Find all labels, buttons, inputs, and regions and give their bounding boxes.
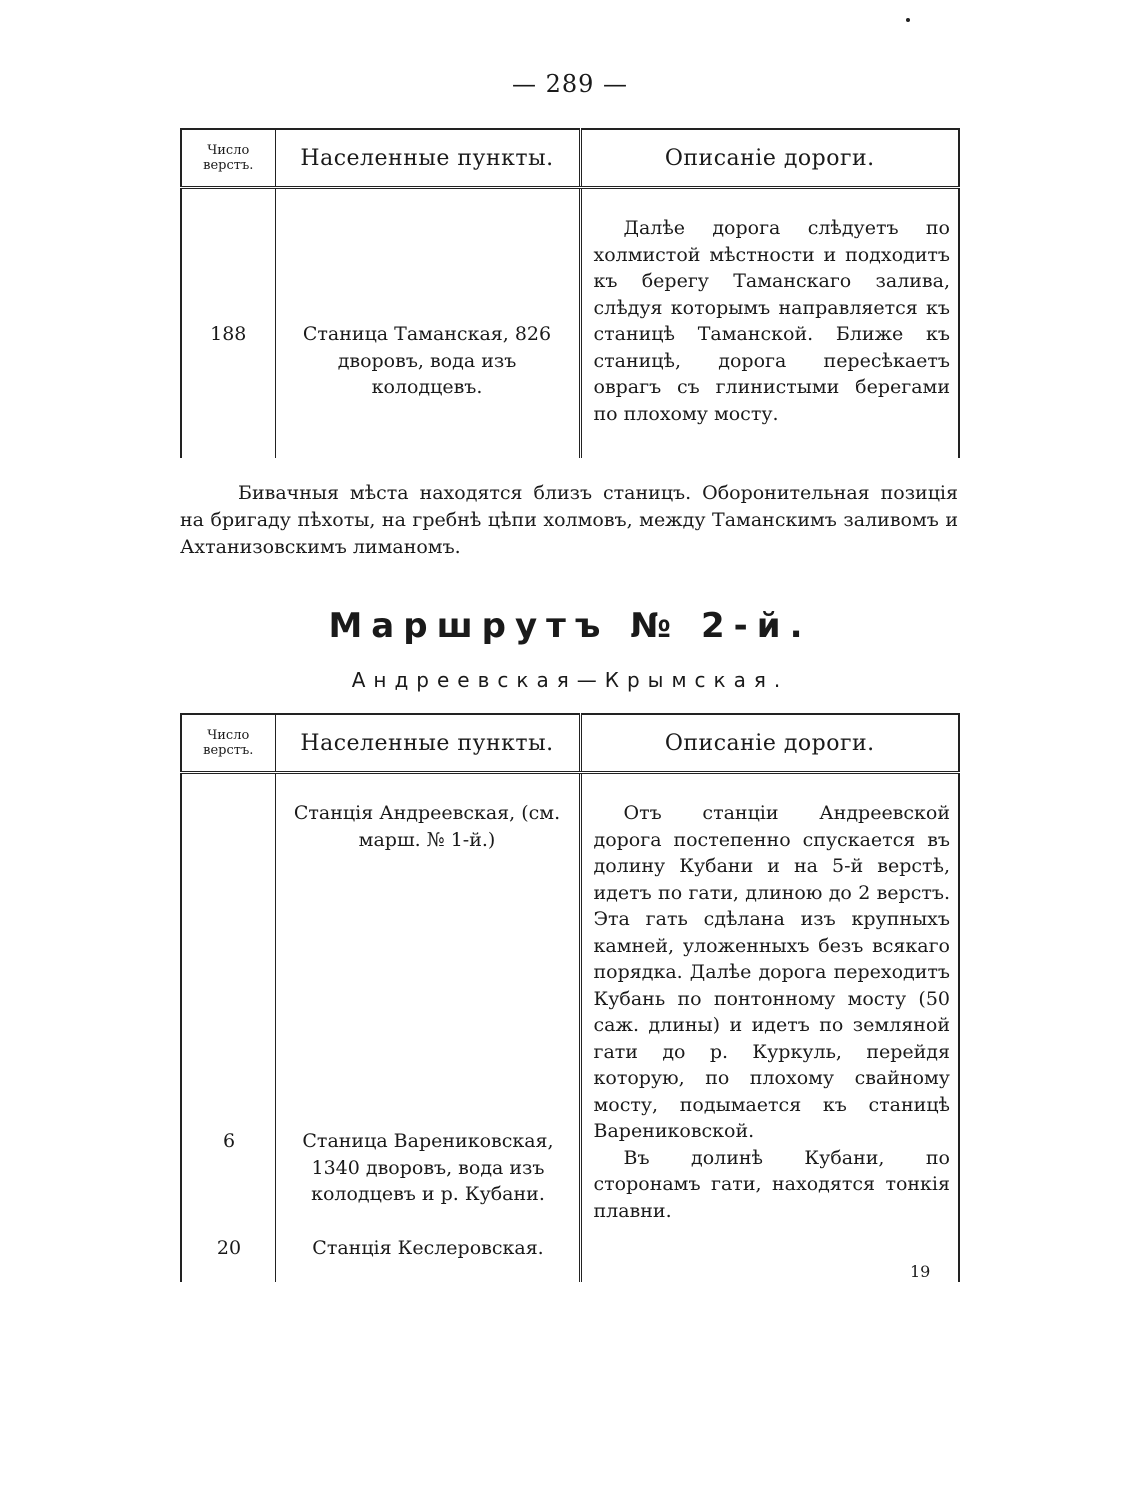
versts-value: 188 bbox=[210, 323, 247, 345]
versts-cell bbox=[181, 188, 275, 458]
description-text: Далѣе дорога слѣдуетъ по холмистой мѣстности и подходитъ къ берегу Таманскаго залива, слѣдуя которымъ направляется къ станицѣ Таманской. Ближе къ станицѣ, дорога пересѣкаетъ оврагъ съ глинистыми берегами по плохому мосту. bbox=[593, 217, 950, 425]
place-text: Станица Варениковская, 1340 дворовъ, вода изъ колодцевъ и р. Кубани. bbox=[302, 1130, 554, 1205]
ink-speck bbox=[906, 18, 910, 22]
bivouac-paragraph: Бивачныя мѣста находятся близъ станицъ. Оборонительная позиція на бригаду пѣхоты, на гребнѣ цѣпи холмовъ, между Таманскимъ заливомъ и Ахтанизовскимъ лиманомъ. bbox=[180, 482, 958, 558]
place-cell bbox=[275, 773, 580, 1283]
place-text: Станція Андреевская, (см. марш. № 1-й.) bbox=[293, 802, 561, 851]
page-number: — 289 — bbox=[511, 70, 629, 98]
route-table-1 bbox=[180, 128, 960, 458]
place-text: Станція Кеслеровская. bbox=[312, 1237, 544, 1259]
description-text: Отъ станціи Андреевской дорога постепенно спускается въ долину Кубани и на 5-й верстѣ, идетъ по гати, длиною до 2 верстъ. Эта гать сдѣлана изъ крупныхъ камней, уложенныхъ безъ всякаго порядка. Далѣе дорога переходитъ Кубань по понтонному мосту (50 саж. длины) и идетъ по земляной гати до р. Куркуль, перейдя которую, по плохому свайному мосту, подымается къ станицѣ Варениковской. bbox=[593, 802, 950, 1142]
description-text: Въ долинѣ Кубани, по сторонамъ гати, находятся тонкія плавни. bbox=[593, 1146, 950, 1222]
table-row bbox=[181, 773, 959, 1283]
versts-cell bbox=[181, 773, 275, 1283]
header-description: Описаніе дороги. bbox=[580, 129, 959, 188]
header-places: Населенные пункты. bbox=[275, 129, 580, 188]
table-row bbox=[181, 188, 959, 458]
route-subtitle: Андреевская—Крымская. bbox=[351, 668, 789, 692]
table-header-row bbox=[181, 714, 959, 773]
versts-value: 6 bbox=[222, 1130, 236, 1152]
versts-value bbox=[182, 774, 275, 800]
route-title: Маршрутъ № 2-й. bbox=[328, 606, 812, 646]
header-versts: Число верстъ. bbox=[181, 129, 275, 188]
description-cell bbox=[580, 188, 959, 458]
header-versts: Число верстъ. bbox=[181, 714, 275, 773]
place-cell bbox=[275, 188, 580, 458]
header-description: Описаніе дороги. bbox=[580, 714, 959, 773]
description-cell bbox=[580, 773, 959, 1283]
versts-value: 20 bbox=[216, 1237, 242, 1259]
header-places: Населенные пункты. bbox=[275, 714, 580, 773]
table-header-row bbox=[181, 129, 959, 188]
route-table-2 bbox=[180, 713, 960, 1282]
place-text: Станица Таманская, 826 дворовъ, вода изъ колодцевъ. bbox=[302, 323, 552, 398]
signature-mark: 19 bbox=[910, 1262, 931, 1281]
